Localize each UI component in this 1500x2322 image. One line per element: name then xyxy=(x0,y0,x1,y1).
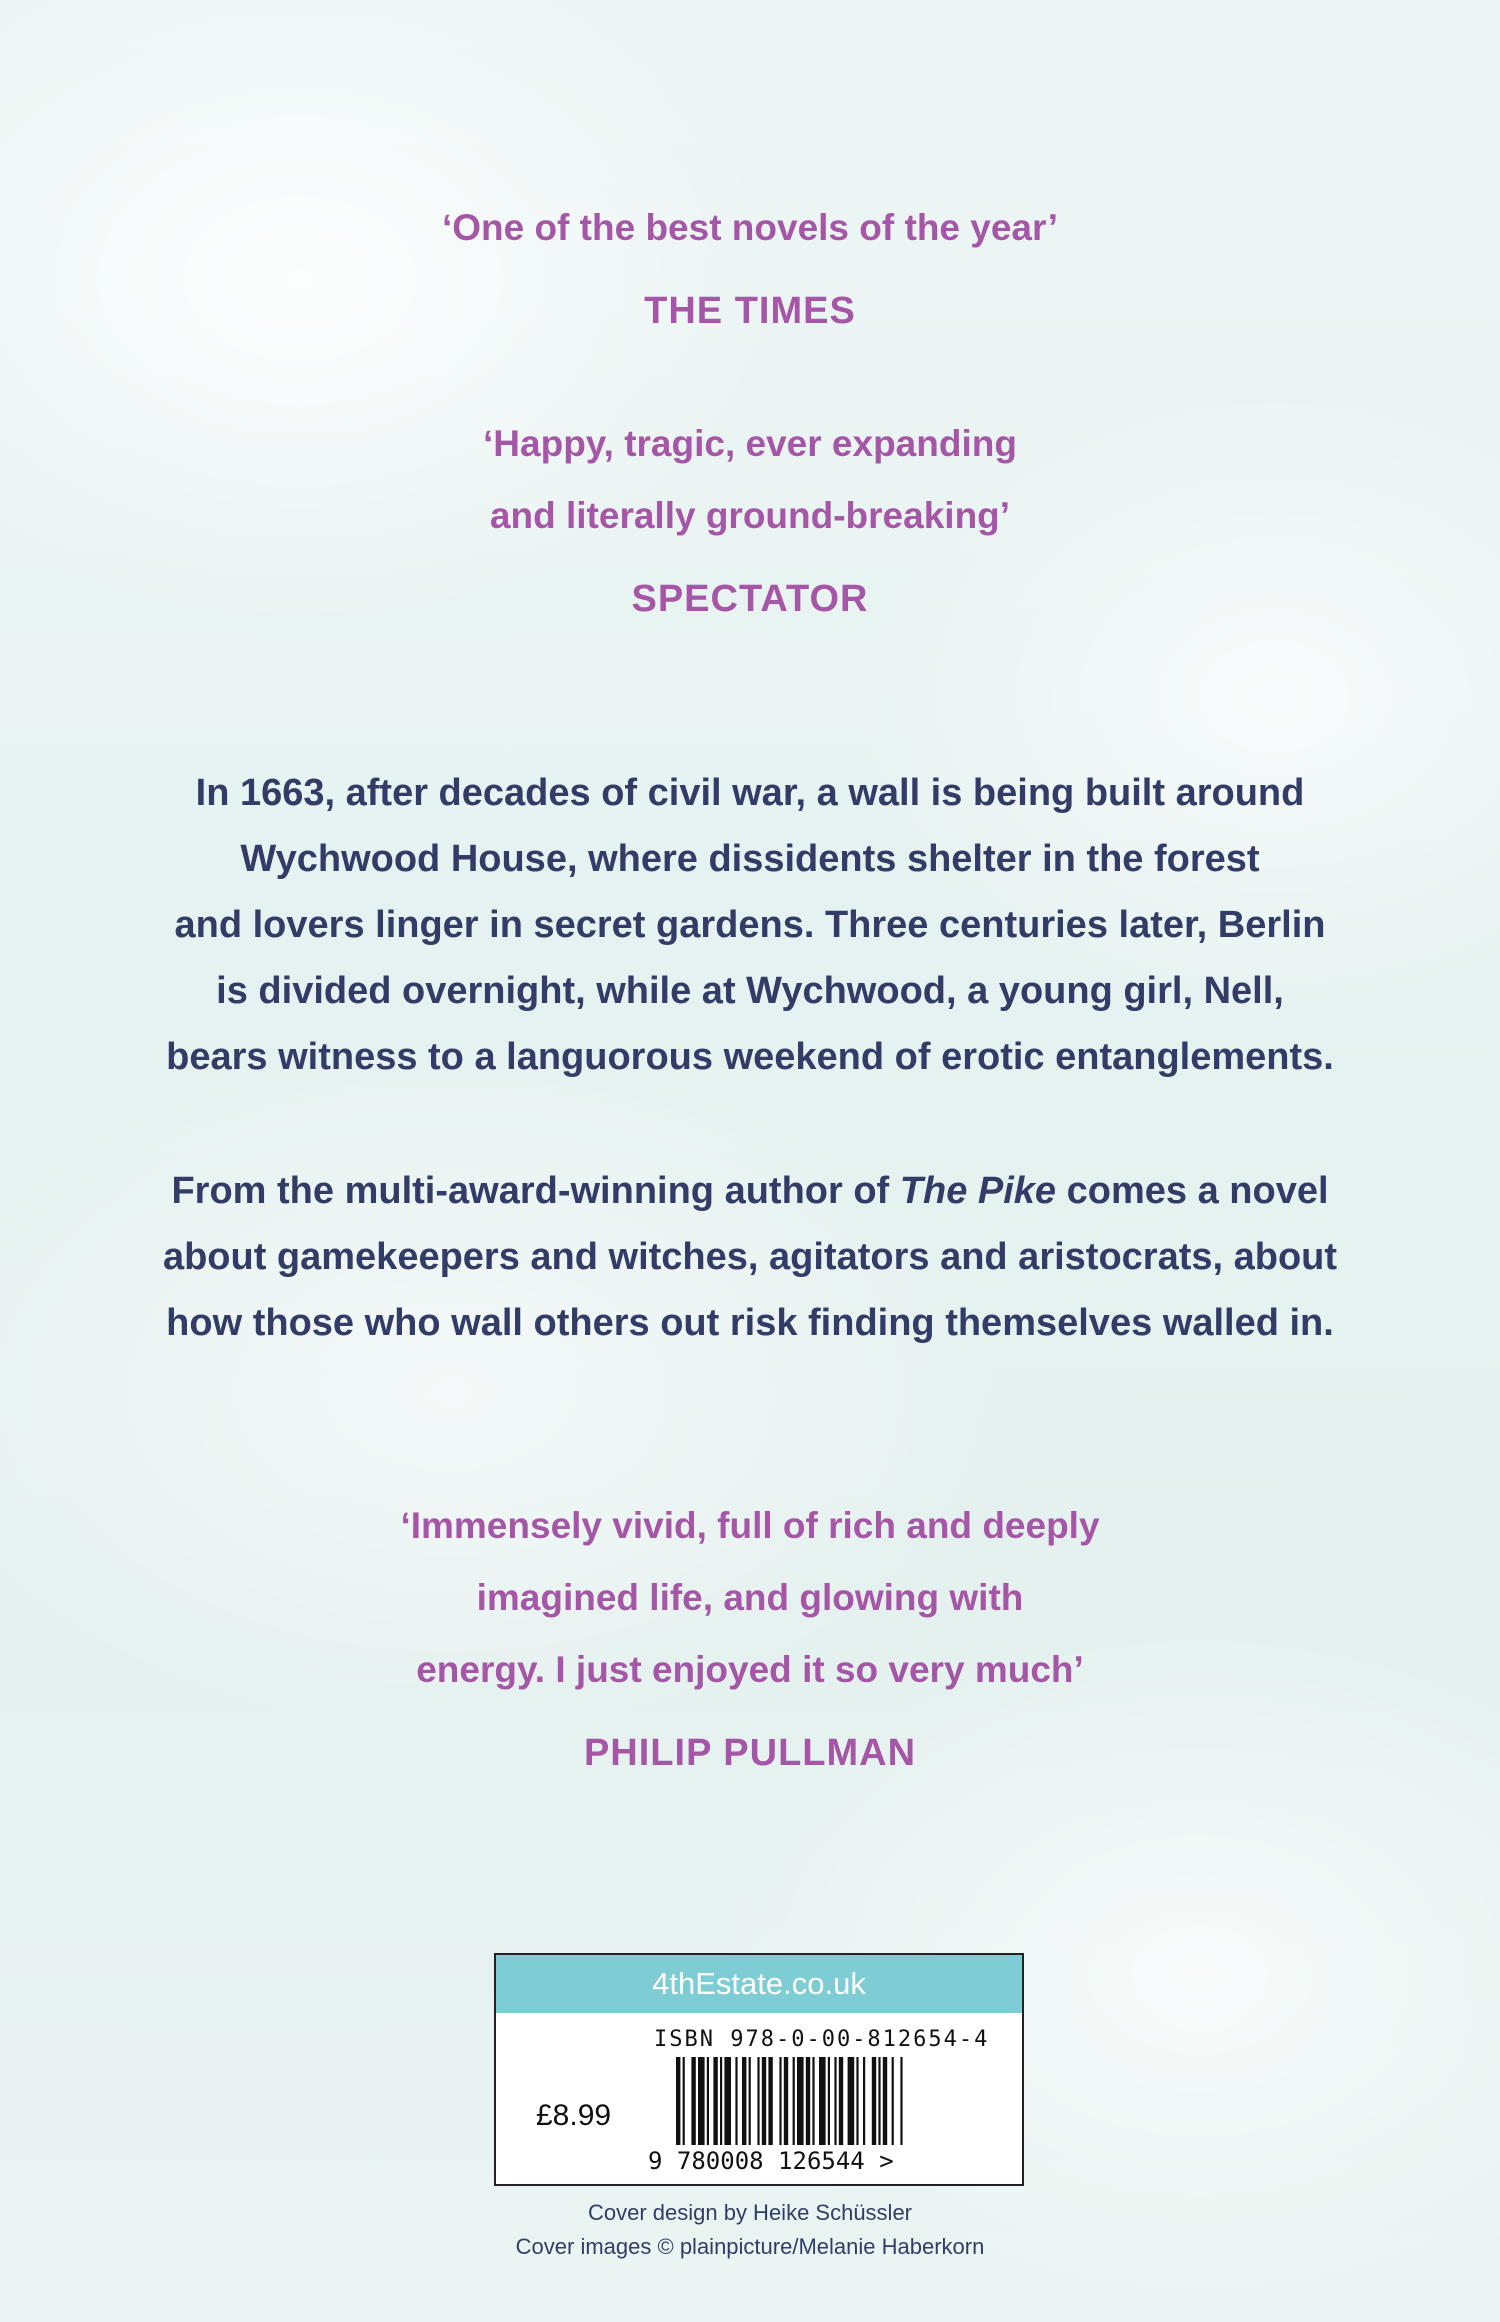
barcode-bar xyxy=(878,2057,880,2145)
barcode-bar xyxy=(793,2057,795,2145)
book-title: The Pike xyxy=(899,1170,1057,1212)
cover-design-credit: Cover design by Heike Schüssler xyxy=(587,2200,913,2225)
blurb-line xyxy=(0,1158,1500,1224)
quote-times-source: THE TIMES xyxy=(644,290,856,332)
cover-images-credit: Cover images © plainpicture/Melanie Haberkorn xyxy=(515,2234,985,2259)
blurb-paragraph-2 xyxy=(0,1158,1500,1356)
barcode-bar xyxy=(762,2057,766,2145)
blurb-line: and lovers linger in secret gardens. Three centuries later, Berlin xyxy=(174,904,1326,946)
quote-spectator-line-1: ‘Happy, tragic, ever expanding xyxy=(483,423,1017,464)
barcode-panel xyxy=(494,1953,1024,2186)
barcode-bar xyxy=(872,2057,876,2145)
barcode-bar xyxy=(883,2057,887,2145)
barcode-bar xyxy=(742,2057,746,2145)
isbn-label: ISBN 978-0-00-812654-4 xyxy=(654,2027,990,2052)
barcode-bar xyxy=(892,2057,894,2145)
quote-pullman-line-2: imagined life, and glowing with xyxy=(476,1577,1024,1618)
barcode-bar xyxy=(834,2057,836,2145)
barcode-bar xyxy=(856,2057,858,2145)
barcode-bar xyxy=(828,2057,830,2145)
barcode-bar xyxy=(720,2057,722,2145)
blurb-line: is divided overnight, while at Wychwood, a young girl, Nell, xyxy=(216,970,1284,1012)
blurb-paragraph-1 xyxy=(0,760,1500,1090)
blurb-text: comes a novel xyxy=(1056,1170,1329,1212)
barcode-bar xyxy=(863,2057,865,2145)
barcode-bar xyxy=(797,2057,804,2145)
barcode-bar xyxy=(707,2057,709,2145)
publisher-website: 4thEstate.co.uk xyxy=(496,1955,1022,2013)
blurb-line: bears witness to a languorous weekend of erotic entanglements. xyxy=(166,1036,1334,1078)
barcode-bar xyxy=(698,2057,705,2145)
barcode-bar xyxy=(848,2057,855,2145)
price-label: £8.99 xyxy=(536,2099,612,2132)
barcode-bar xyxy=(735,2057,737,2145)
barcode-bar xyxy=(812,2057,814,2145)
quote-pullman-line-1: ‘Immensely vivid, full of rich and deeply xyxy=(400,1505,1100,1546)
barcode-bar xyxy=(691,2057,695,2145)
quote-spectator-source: SPECTATOR xyxy=(631,578,869,620)
blurb-text: From the multi-award-winning author of xyxy=(171,1170,900,1212)
barcode-bar xyxy=(806,2057,810,2145)
quote-pullman-source: PHILIP PULLMAN xyxy=(583,1732,917,1774)
barcode-bar xyxy=(768,2057,772,2145)
barcode-bars xyxy=(676,2057,966,2157)
blurb-line: how those who wall others out risk finding themselves walled in. xyxy=(166,1302,1334,1344)
quote-times-text: ‘One of the best novels of the year’ xyxy=(441,207,1059,248)
quote-spectator-line-2: and literally ground-breaking’ xyxy=(489,495,1011,536)
blurb-line: Wychwood House, where dissidents shelter in the forest xyxy=(240,838,1260,880)
barcode-bar xyxy=(724,2057,731,2145)
barcode-bar xyxy=(839,2057,843,2145)
barcode-bar xyxy=(900,2057,902,2145)
barcode-bar xyxy=(683,2057,685,2145)
barcode-digits: 9 780008 126544 > xyxy=(648,2147,894,2175)
blurb-line: about gamekeepers and witches, agitators and aristocrats, about xyxy=(162,1236,1338,1278)
blurb-line: In 1663, after decades of civil war, a wall is being built around xyxy=(195,772,1305,814)
barcode-bar xyxy=(676,2057,680,2145)
quote-pullman-line-3: energy. I just enjoyed it so very much’ xyxy=(416,1649,1084,1690)
barcode-bar xyxy=(749,2057,751,2145)
barcode-bar xyxy=(779,2057,781,2145)
barcode-bar xyxy=(713,2057,717,2145)
barcode-bar xyxy=(757,2057,759,2145)
barcode-bar xyxy=(784,2057,788,2145)
barcode-bar xyxy=(819,2057,826,2145)
